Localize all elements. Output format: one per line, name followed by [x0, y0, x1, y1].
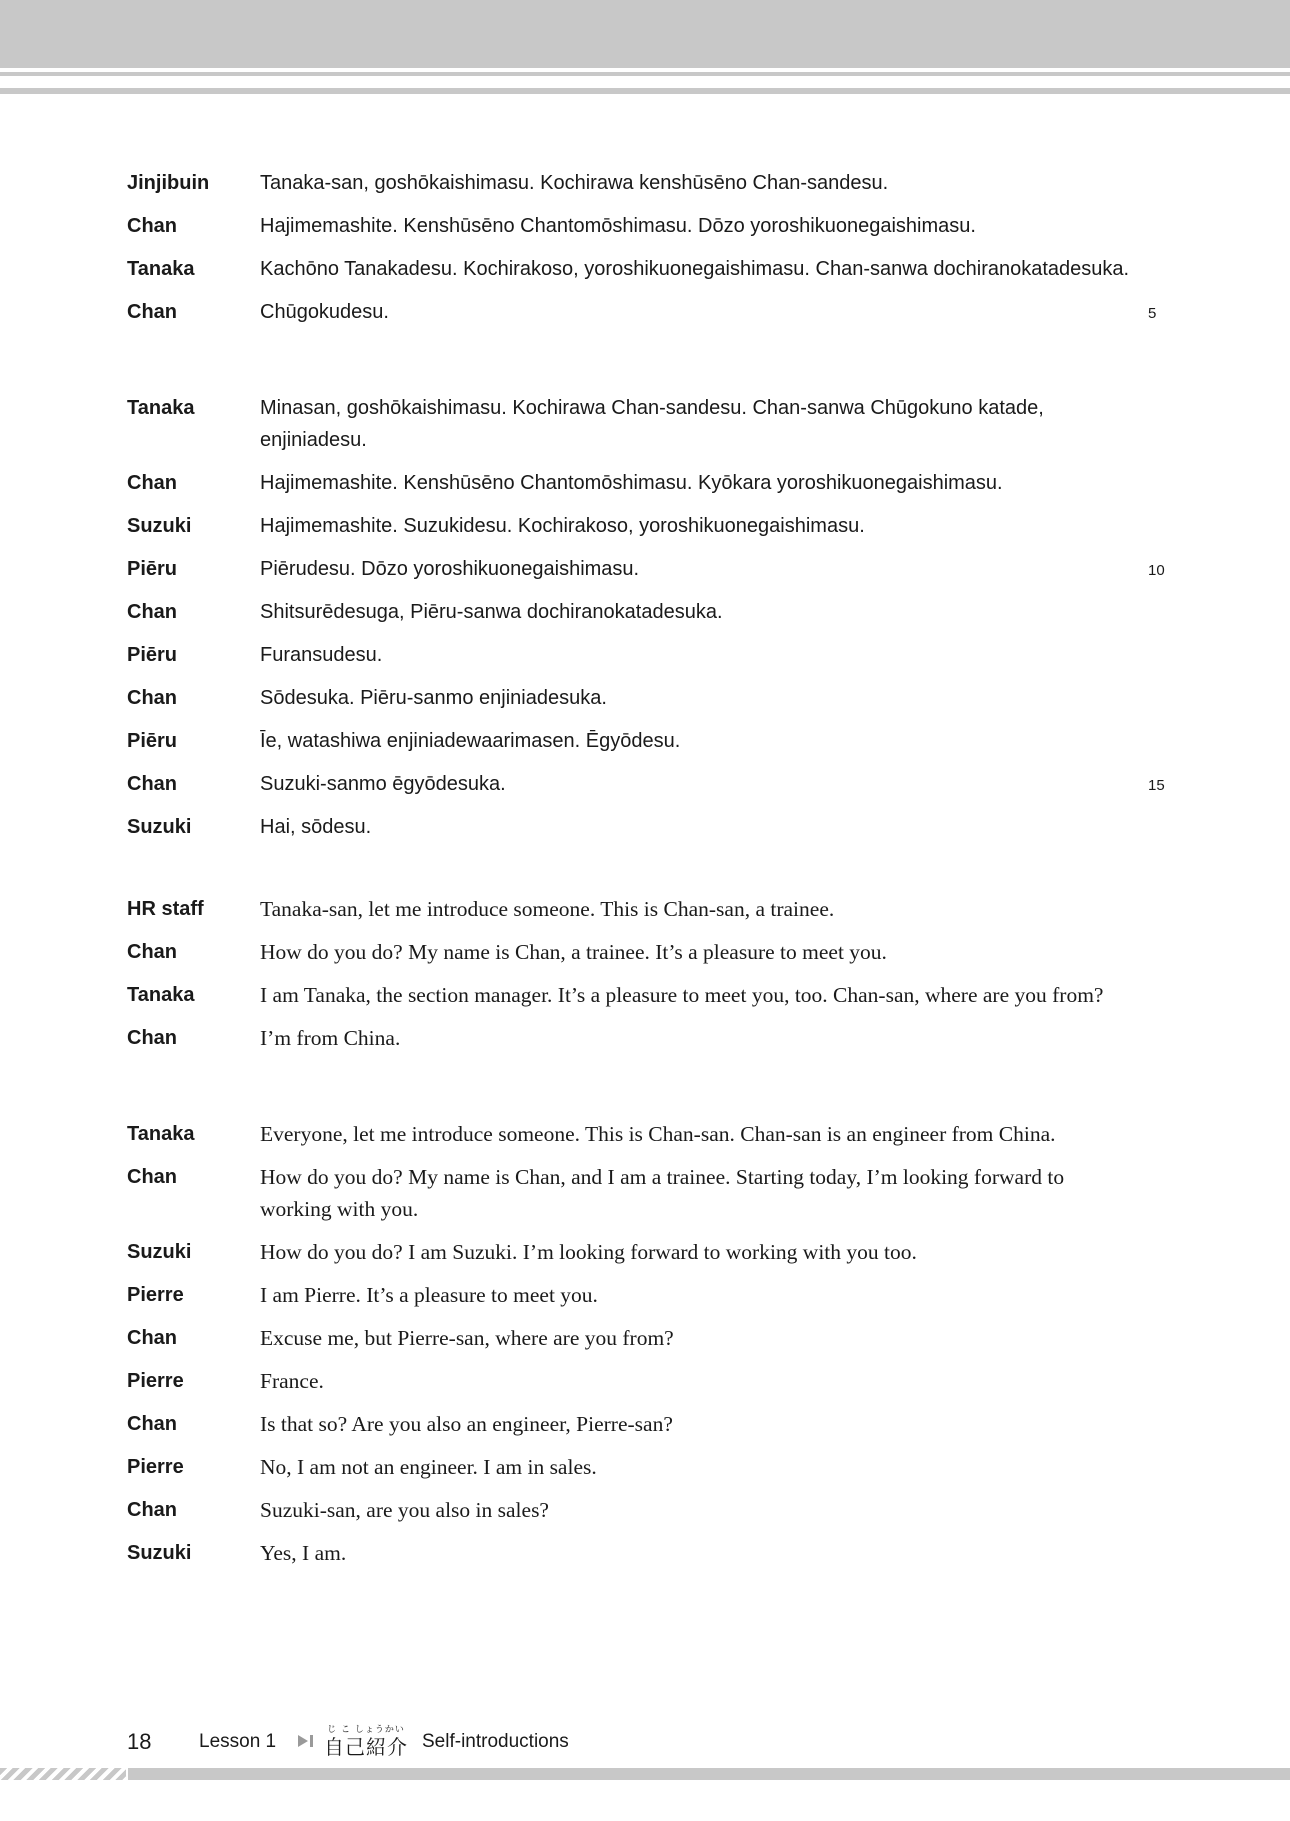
speaker-name: Chan — [127, 941, 177, 963]
dialogue-line — [0, 1537, 1290, 1569]
speaker-name: Pierre — [127, 1370, 184, 1392]
speaker-name: Piēru — [127, 730, 178, 752]
dialogue-line — [0, 768, 1290, 800]
dialogue-line — [0, 1022, 1290, 1054]
dialogue-line — [0, 639, 1290, 671]
dialogue-text: How do you do? My name is Chan, and I am a trainee. Starting today, I’m looking forward to working with you. — [260, 1165, 1065, 1221]
dialogue-line — [0, 936, 1290, 968]
dialogue-line — [0, 1279, 1290, 1311]
header-rule-2 — [0, 88, 1290, 94]
dialogue-line — [0, 553, 1290, 585]
speaker-name: Chan — [127, 1413, 177, 1435]
speaker-name: Tanaka — [127, 258, 195, 280]
dialogue-text: Tanaka-san, goshōkaishimasu. Kochirawa kenshūsēno Chan-sandesu. — [260, 172, 889, 194]
speaker-name: Suzuki — [127, 515, 192, 537]
speaker-name: Chan — [127, 301, 177, 323]
line-number: 10 — [1148, 562, 1165, 579]
speaker-name: Chan — [127, 1327, 177, 1349]
lesson-label: Lesson 1 — [199, 1731, 277, 1752]
dialogue-line — [0, 893, 1290, 925]
speaker-name: Chan — [127, 1166, 177, 1188]
dialogue-text: How do you do? My name is Chan, a trainee. It’s a pleasure to meet you. — [260, 940, 887, 964]
title-kanji: 自己紹介 — [324, 1735, 408, 1759]
speaker-name: Suzuki — [127, 1542, 192, 1564]
dialogue-text: Piērudesu. Dōzo yoroshikuonegaishimasu. — [260, 558, 640, 580]
dialogue-line — [0, 392, 1290, 456]
dialogue-text: No, I am not an engineer. I am in sales. — [260, 1455, 597, 1479]
dialogue-line — [0, 510, 1290, 542]
dialogue-line — [0, 1118, 1290, 1150]
dialogue-line — [0, 210, 1290, 242]
lesson-title-en: Self-introductions — [422, 1731, 569, 1752]
dialogue-line — [0, 1161, 1290, 1225]
dialogue-text: Excuse me, but Pierre-san, where are you from? — [260, 1326, 674, 1350]
dialogue-line — [0, 1322, 1290, 1354]
dialogue-text: France. — [260, 1369, 324, 1393]
speaker-name: Chan — [127, 1499, 177, 1521]
dialogue-line — [0, 682, 1290, 714]
speaker-name: Jinjibuin — [127, 172, 210, 194]
dialogue-line — [0, 979, 1290, 1011]
dialogue-line — [0, 253, 1290, 285]
dialogue-line — [0, 296, 1290, 328]
dialogue-text: Hai, sōdesu. — [260, 816, 372, 838]
page-number: 18 — [127, 1729, 152, 1754]
footer-bar — [128, 1768, 1290, 1780]
speaker-name: HR staff — [127, 898, 204, 920]
dialogue-text: Is that so? Are you also an engineer, Pierre-san? — [260, 1412, 673, 1436]
speaker-name: Tanaka — [127, 397, 195, 419]
dialogue-text: Chūgokudesu. — [260, 301, 389, 323]
dialogue-text: I am Tanaka, the section manager. It’s a pleasure to meet you, too. Chan-san, where are you from? — [260, 983, 1104, 1007]
dialogue-text: Kachōno Tanakadesu. Kochirakoso, yoroshikuonegaishimasu. Chan-sanwa dochiranokatadesuka. — [260, 258, 1130, 280]
dialogue-text: Everyone, let me introduce someone. This is Chan-san. Chan-san is an engineer from China. — [260, 1122, 1056, 1146]
line-number: 15 — [1148, 777, 1165, 794]
dialogue-text: Tanaka-san, let me introduce someone. This is Chan-san, a trainee. — [260, 897, 835, 921]
speaker-name: Tanaka — [127, 1123, 195, 1145]
speaker-name: Suzuki — [127, 1241, 192, 1263]
speaker-name: Pierre — [127, 1456, 184, 1478]
speaker-name: Chan — [127, 601, 177, 623]
speaker-name: Chan — [127, 687, 177, 709]
dialogue-line — [0, 596, 1290, 628]
speaker-name: Piēru — [127, 558, 178, 580]
dialogue-text: Furansudesu. — [260, 644, 383, 666]
dialogue-line — [0, 467, 1290, 499]
dialogue-text: Shitsurēdesuga, Piēru-sanwa dochiranokatadesuka. — [260, 601, 723, 623]
title-ruby: じ こ しょうかい — [327, 1725, 405, 1735]
dialogue-text: How do you do? I am Suzuki. I’m looking forward to working with you too. — [260, 1240, 917, 1264]
dialogue-text: Yes, I am. — [260, 1541, 347, 1565]
footer-stripes — [0, 1768, 126, 1780]
play-next-icon — [296, 1733, 320, 1749]
lesson-title-jp — [324, 1725, 408, 1759]
dialogue-line — [0, 167, 1290, 199]
speaker-name: Chan — [127, 1027, 177, 1049]
dialogue-line — [0, 1236, 1290, 1268]
dialogue-english-part-1 — [0, 893, 1290, 1065]
dialogue-text: I am Pierre. It’s a pleasure to meet you. — [260, 1283, 598, 1307]
dialogue-line — [0, 1365, 1290, 1397]
dialogue-line — [0, 1494, 1290, 1526]
dialogue-english-part-2 — [0, 1118, 1290, 1580]
dialogue-text: Suzuki-sanmo ēgyōdesuka. — [260, 773, 506, 795]
speaker-name: Pierre — [127, 1284, 184, 1306]
speaker-name: Chan — [127, 215, 177, 237]
dialogue-romaji-part-2 — [0, 392, 1290, 854]
header-band — [0, 0, 1290, 68]
dialogue-text: Hajimemashite. Kenshūsēno Chantomōshimasu. Kyōkara yoroshikuonegaishimasu. — [260, 472, 1003, 494]
speaker-name: Suzuki — [127, 816, 192, 838]
dialogue-text: Hajimemashite. Kenshūsēno Chantomōshimasu. Dōzo yoroshikuonegaishimasu. — [260, 215, 976, 237]
dialogue-text: Īe, watashiwa enjiniadewaarimasen. Ēgyōdesu. — [260, 730, 681, 752]
speaker-name: Chan — [127, 773, 177, 795]
speaker-name: Piēru — [127, 644, 178, 666]
dialogue-line — [0, 1408, 1290, 1440]
header-rule — [0, 72, 1290, 76]
speaker-name: Tanaka — [127, 984, 195, 1006]
dialogue-line — [0, 1451, 1290, 1483]
dialogue-line — [0, 725, 1290, 757]
dialogue-text: Hajimemashite. Suzukidesu. Kochirakoso, yoroshikuonegaishimasu. — [260, 515, 865, 537]
dialogue-romaji-part-1 — [0, 167, 1290, 339]
line-number: 5 — [1148, 305, 1157, 322]
dialogue-line — [0, 811, 1290, 843]
dialogue-text: Sōdesuka. Piēru-sanmo enjiniadesuka. — [260, 687, 607, 709]
dialogue-text: I’m from China. — [260, 1026, 401, 1050]
dialogue-text: Minasan, goshōkaishimasu. Kochirawa Chan-sandesu. Chan-sanwa Chūgokuno katade, enjiniadesu. — [260, 397, 1044, 451]
speaker-name: Chan — [127, 472, 177, 494]
dialogue-text: Suzuki-san, are you also in sales? — [260, 1498, 549, 1522]
